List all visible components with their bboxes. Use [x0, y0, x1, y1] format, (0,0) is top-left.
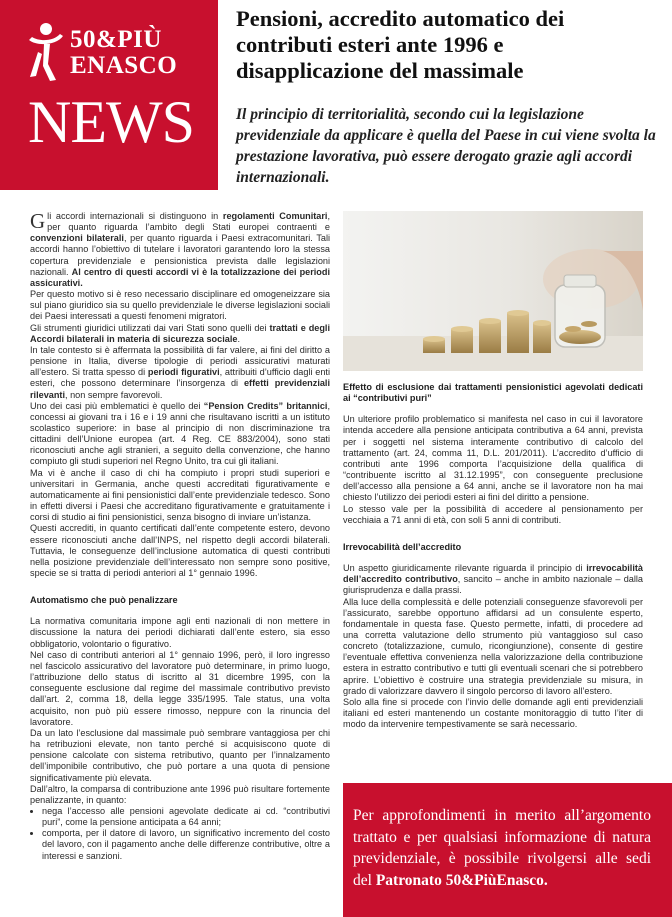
paragraph: Dall’altro, la comparsa di contribuzione ante 1996 può risultare fortemente penalizzante, in quanto:: [30, 783, 330, 805]
paragraph: La normativa comunitaria impone agli enti nazionali di non mettere in discussione la natura dei periodi dichiarati dall’ente estero, sia esso obbligatorio, volontario o figurativo.: [30, 616, 330, 649]
paragraph: Un ulteriore profilo problematico si manifesta nel caso in cui il lavoratore intenda accedere alla pensione anticipata contributiva a 64 anni, prevista per i soggetti nel sistema interamente contributivo di calcolo del trattamento (art. 24, comma 11, D.L. 201/2011). L’accredito d’ufficio di contributi ante 1996 comporta l’acquisizione della qualifica di “contribuente iscritto al 31.12.1995”, con conseguente preclusione dell’accesso alla pensione a 64 anni, anche se il lavoratore non ha mai chiesto l’utilizzo dei periodi esteri ai fini del diritto a pensione.: [343, 414, 643, 503]
paragraph: Solo alla fine si procede con l’invio delle domande agli enti previdenziali italiani ed esteri mantenendo un costante monitoraggio di tutto l’iter di modo da intervenire tempestivamente se sarà necessario.: [343, 696, 643, 730]
section-heading: Irrevocabilità dell’accredito: [343, 541, 462, 552]
section-heading: Effetto di esclusione dai trattamenti pensionistici agevolati dedicati ai “contributivi puri”: [343, 382, 643, 404]
list-item: • nega l’accesso alle pensioni agevolate dedicate ai cd. “contributivi puri”, come la pensione anticipata a 64 anni;: [42, 806, 330, 828]
coins-photo: [343, 211, 643, 371]
text: .: [237, 333, 240, 344]
paragraph-intro: [30, 211, 330, 289]
brand-logo: [26, 20, 216, 90]
brand-name-line2: ENASCO: [70, 52, 178, 79]
paragraph: [30, 323, 330, 345]
text: In tale contesto si è affermata la possibilità di far valere, ai fini del diritto a pensione in Italia, diverse tipologie di periodi assicurativi maturati all’estero. Si tratta spesso di: [30, 344, 330, 378]
article-title: Pensioni, accredito automatico dei contributi esteri ante 1996 e disapplicazione del massimale: [236, 6, 565, 83]
text: , concessi ai giovani tra i 16 e i 19 anni che risultavano iscritti a un istituto scolastico superiore: in base al principio di non discriminazione tra cittadini dell’Unione europea (art. 4 Reg. CE 883/2004), sono stati riconosciuti anche agli stranieri, a seguito della convenzione, che hanno compiuto gli studi superiori nel Regno Unito, tra cui gli italiani.: [30, 400, 330, 467]
article-column-right: [343, 382, 643, 730]
contact-callout: [343, 783, 672, 917]
paragraph: [343, 563, 643, 596]
article-column-left: [30, 211, 330, 862]
bullet-list: [30, 806, 330, 862]
bold-text: Al centro di questi accordi vi è la totalizzazione dei periodi assicurativi.: [30, 266, 330, 288]
logo-figure-icon: [26, 20, 66, 82]
bold-text: regolamenti Comunitari: [222, 211, 328, 221]
text: , per quanto riguarda i Paesi extracomunitari. Tali accordi hanno l’obiettivo di tutelare i lavoratori garantendo loro la stessa copertura previdenziale e pensionistica prevista dalle legislazioni nazionali.: [30, 233, 331, 277]
bold-text: trattati e degli Accordi bilaterali in materia di sicurezza sociale: [30, 322, 330, 344]
bold-text: “Pension Credits” britannici: [203, 400, 328, 411]
text: Un aspetto giuridicamente rilevante riguarda il principio di: [343, 563, 587, 574]
paragraph: Ma vi è anche il caso di chi ha compiuto i propri studi superiori e universitari in Germania, anche questi accreditati figurativamente e automaticamente ai fini pensionistici dall’ente previdenziale tedesco. Sono in effetti diversi i Paesi che accreditano figurativamente e gratuitamente i corsi di studio ai fini pensionistici, senza bisogno di inviare un’istanza.: [30, 467, 330, 523]
bold-text: periodi figurativi: [147, 367, 220, 378]
drop-cap: G: [30, 209, 46, 233]
bold-text: irrevocabilità dell’accredito contributivo: [343, 563, 643, 585]
section-heading: Automatismo che può penalizzare: [30, 595, 178, 606]
bold-text: Patronato 50&PiùEnasco.: [375, 871, 548, 889]
text: , non sempre favorevoli.: [65, 389, 163, 400]
text: , per quanto riguarda l’ambito degli Stati europei contraenti e: [47, 211, 331, 233]
paragraph: [30, 401, 330, 468]
text: li accordi internazionali si distinguono in: [47, 211, 223, 221]
text: Uno dei casi più emblematici è quello dei: [30, 400, 204, 411]
text: , attribuiti d’ufficio dagli enti esteri, che possono determinare l’insorgenza di: [30, 367, 330, 389]
bold-text: effetti previdenziali rilevanti: [30, 378, 331, 400]
text: Per approfondimenti in merito all’argomento trattato e per qualsiasi informazione di natura previdenziale, è possibile rivolgersi alle sedi del: [353, 807, 651, 889]
paragraph: [30, 345, 330, 401]
paragraph: Da un lato l’esclusione dal massimale può sembrare vantaggiosa per chi ha retribuzioni elevate, non tanto perché si acquisiscono quote di pensione calcolate con sistema retributivo, quanto per l’innalzamento dell’imponibile contributivo, che può portare a una quota di pensione significativamente più elevata.: [30, 727, 330, 783]
callout-text: [353, 805, 651, 891]
text: Gli strumenti giuridici utilizzati dai vari Stati sono quelli dei: [30, 322, 270, 333]
coins-jar-image: [343, 211, 643, 371]
paragraph: Nel caso di contributi anteriori al 1° gennaio 1996, però, il loro ingresso nel fascicolo assicurativo del lavoratore può determinare, in primo luogo, l’attribuzione dello status di iscritto al 31 dicembre 1995, con la conseguente esclusione dal regime del massimale contributivo previsto dall’art. 2, comma 18, della legge 335/1995. Tale status, una volta acquisito, non può più essere rimosso, neppure con la rinuncia del lavoratore.: [30, 649, 330, 727]
news-label: NEWS: [28, 89, 194, 155]
brand-name-line1: 50&PIÙ: [70, 26, 162, 53]
paragraph: Questi accrediti, in quanto certificati dall’ente competente estero, devono essere riconosciuti anche dall’INPS, nel rispetto degli accordi bilaterali. Tuttavia, le conseguenze dell’inclusione automatica di questi contributi nella posizione previdenziale dell’interessato non sempre sono positive, specie se si tratta di periodi anteriori al 1° gennaio 1996.: [30, 523, 330, 578]
bold-text: convenzioni bilaterali: [30, 233, 124, 244]
paragraph: Alla luce della complessità e delle potenziali conseguenze sfavorevoli per l’assicurato, sarebbe opportuno affidarsi ad un consulente esperto, fondamentale in questa fase. Questo permette, infatti, di procedere ad una corretta valutazione dello strumento più vantaggioso sul caso concreto (totalizzazione, cumulo, ricongiunzione), consente di gestire l’eventuale effettiva convenienza nella valorizzazione della contribuzione estera in estratto contributivo e tutti gli eventuali scenari che si potrebbero aprire. L’obiettivo è costruire una strategia previdenziale su misura, in grado di valorizzare davvero il singolo percorso di lavoro all’estero.: [343, 596, 643, 696]
brand-panel: [0, 0, 218, 190]
text: , sancito – anche in ambito nazionale – dalla giurisprudenza e dalla prassi.: [343, 574, 643, 596]
list-item: • comporta, per il datore di lavoro, un significativo incremento del costo del lavoro, con il pagamento anche delle differenze contributive, oltre a interessi e sanzioni.: [42, 828, 330, 861]
paragraph: Per questo motivo si è reso necessario disciplinare ed omogeneizzare sia sul piano giuridico sia su quello previdenziale le diverse legislazioni sociali dei Paesi interessati a questi fenomeni migratori.: [30, 289, 330, 322]
article-subtitle: Il principio di territorialità, secondo cui la legislazione previdenziale da applicare è quella del Paese in cui viene svolta la prestazione lavorativa, può essere derogato grazie agli accordi internazionali.: [236, 106, 656, 186]
paragraph: Lo stesso vale per la possibilità di accedere al pensionamento per vecchiaia a 71 anni di età, con soli 5 anni di contributi.: [343, 503, 643, 525]
